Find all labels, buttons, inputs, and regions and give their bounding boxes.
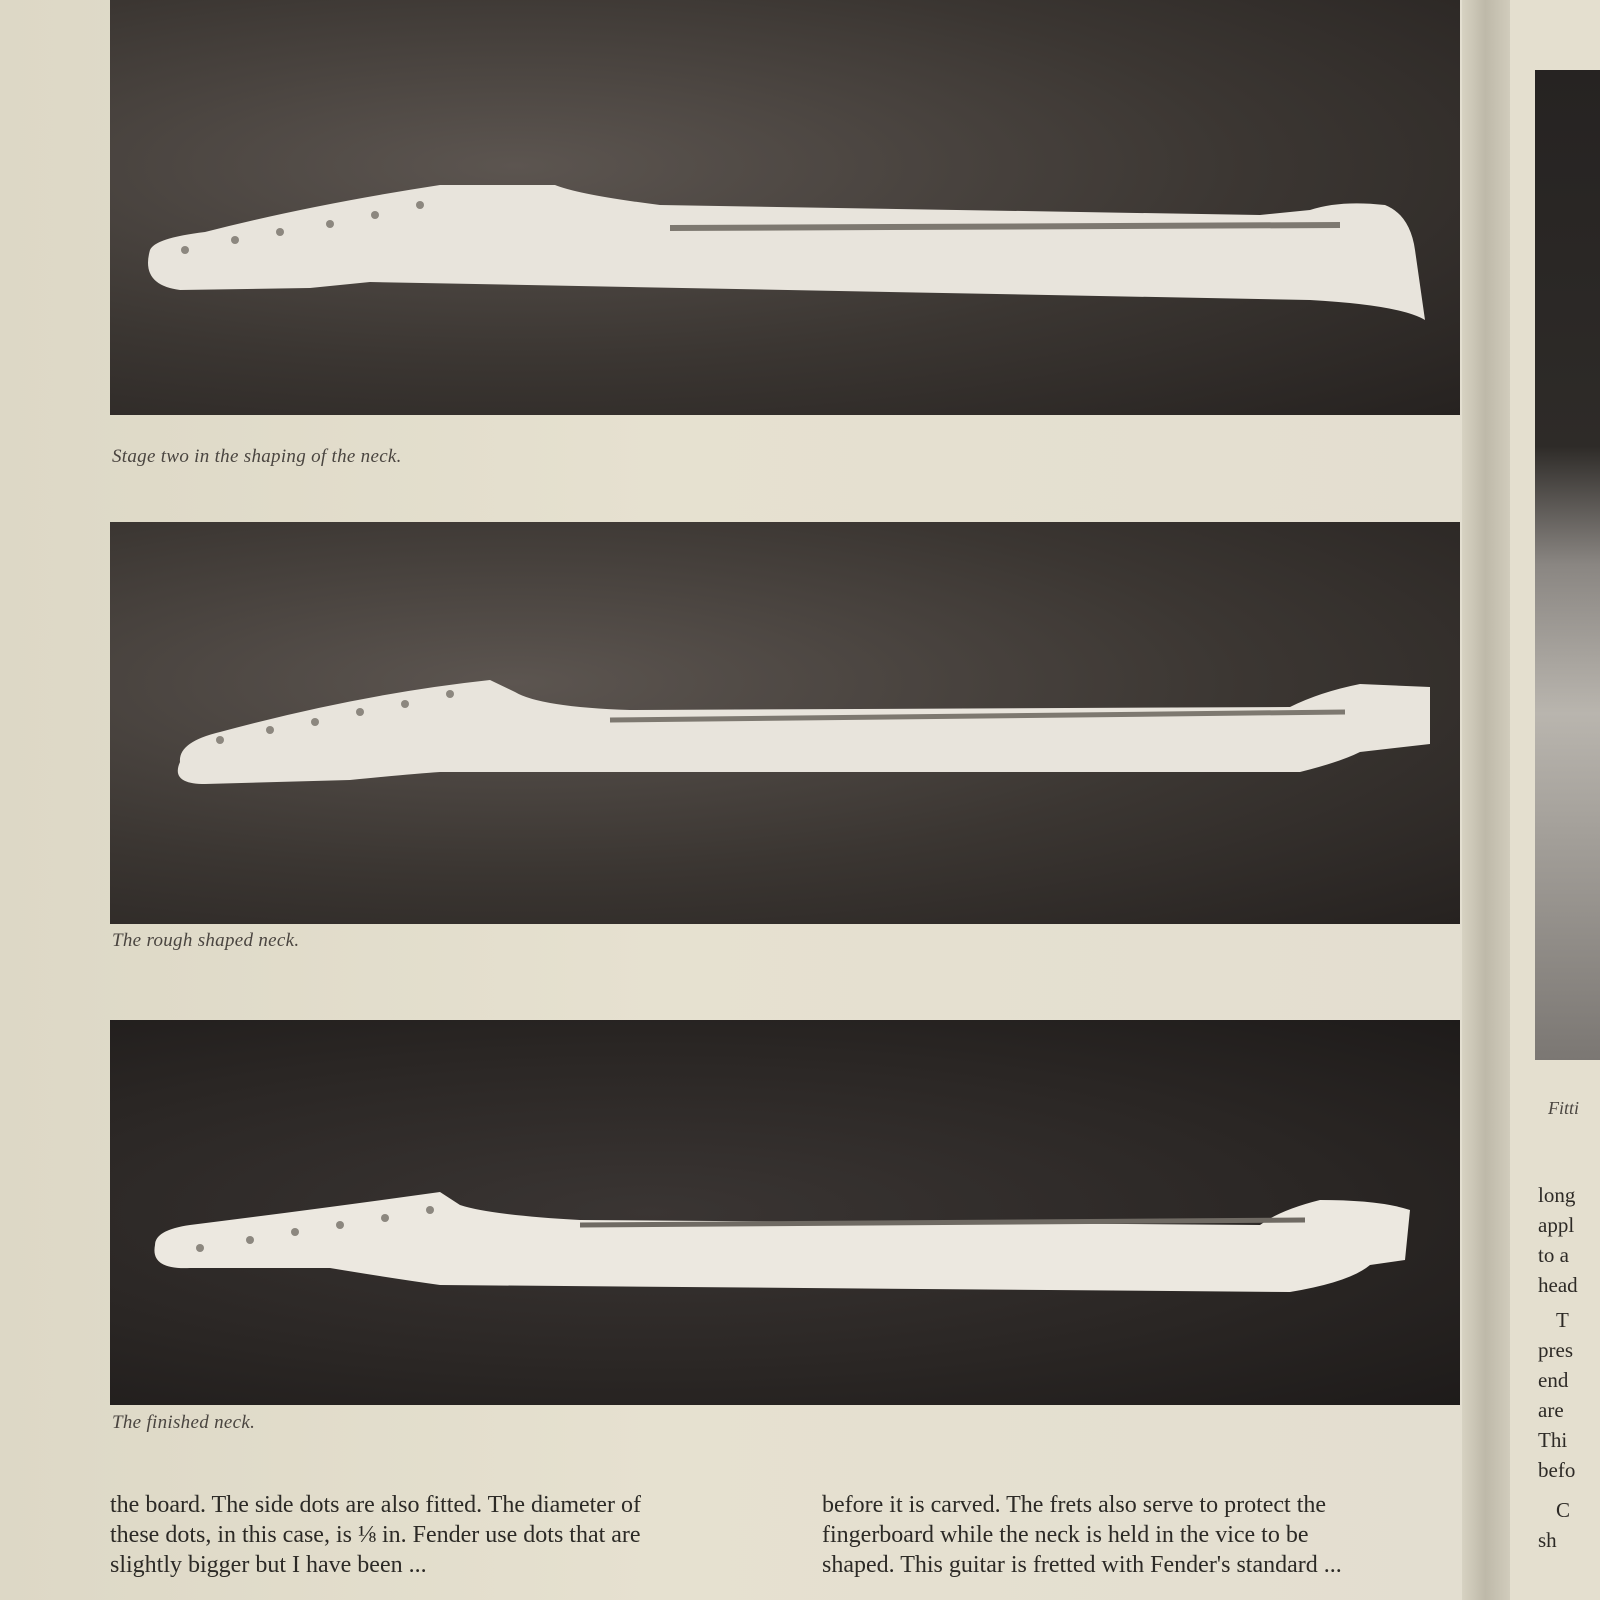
right-page-line: Thi: [1538, 1428, 1568, 1452]
right-page-line: are: [1538, 1398, 1564, 1422]
right-page-caption-fragment: Fitti: [1548, 1098, 1579, 1118]
right-page-line: pres: [1538, 1338, 1573, 1362]
body-line: the board. The side dots are also fitted. The diameter of: [110, 1492, 641, 1518]
right-page-photo: [1535, 70, 1600, 1060]
right-page-line: befo: [1538, 1458, 1576, 1482]
right-page-line: sh: [1538, 1528, 1557, 1552]
right-page-line: long: [1538, 1183, 1576, 1207]
body-line: before it is carved. The frets also serve to protect the: [822, 1492, 1327, 1518]
body-column-left: [110, 1490, 770, 1580]
book-gutter: [1462, 0, 1514, 1600]
photo-finished-neck: [110, 1020, 1460, 1405]
caption-finished: The finished neck.: [112, 1412, 256, 1433]
body-line: slightly bigger but I have been ...: [110, 1552, 427, 1578]
right-page-line: appl: [1538, 1213, 1575, 1237]
caption-rough-shaped: The rough shaped neck.: [112, 930, 300, 951]
right-page-line: to a: [1538, 1243, 1569, 1267]
right-page-line: C: [1556, 1498, 1571, 1522]
right-page-line: head: [1538, 1273, 1578, 1297]
body-line: shaped. This guitar is fretted with Fender's standard ...: [822, 1552, 1342, 1578]
photo-rough-shaped-neck: [110, 522, 1460, 924]
body-line: these dots, in this case, is ⅛ in. Fender use dots that are: [110, 1522, 641, 1548]
right-page-line: T: [1556, 1308, 1569, 1332]
body-line: fingerboard while the neck is held in the vice to be: [822, 1522, 1309, 1548]
caption-stage-two: Stage two in the shaping of the neck.: [112, 446, 402, 467]
body-column-right: [822, 1490, 1482, 1580]
right-page-line: end: [1538, 1368, 1569, 1392]
photo-stage-two-neck: [110, 0, 1460, 415]
